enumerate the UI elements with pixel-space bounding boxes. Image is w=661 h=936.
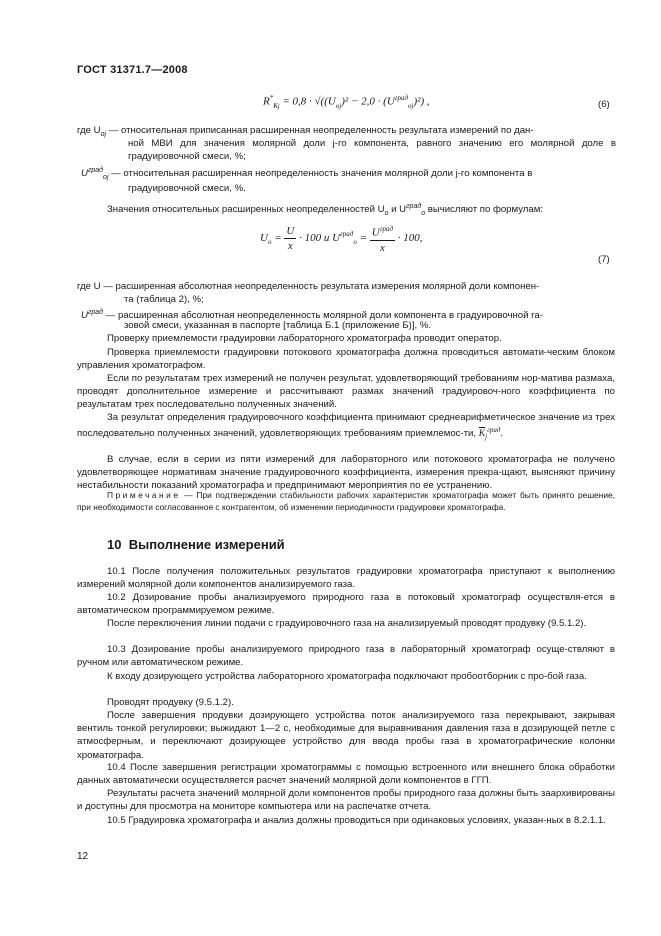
- equation-7-number: (7): [598, 254, 610, 265]
- document-header: ГОСТ 31371.7—2008: [77, 64, 188, 76]
- fraction-2: $U^{град}$ x: [370, 222, 395, 255]
- equation-7: $U_o$ = $\frac{U}{x}$ · 100 и $U^{град}_o$ = $U^{град}$ x · 100,: [260, 222, 423, 255]
- paragraph: 10.5 Градуировка хроматографа и анализ должны проводиться при одинаковых условиях, указан-ных в 8.2.1.1.: [107, 815, 606, 826]
- paragraph: Если по результатам трех измерений не получен результат, удовлетворяющий требованиям нор-матива размаха, проводят дополнительное измерение и рассчитывают размах значений градуировоч-ного коэффициента по результатам трех последовательно полученных значений.: [77, 373, 615, 411]
- where-block-1-def2: $U^{град}_{oj}$ — относительная расширенная неопределенность значения молярной доли j-го компонента в: [81, 167, 533, 182]
- section-heading: 10 Выполнение измерений: [107, 537, 285, 552]
- paragraph: Проверка приемлемости градуировки потокового хроматографа должна проводиться автомати-ческим блоком управления хроматографом.: [77, 347, 615, 372]
- where-block-1-cont: ной МВИ для значения молярной доли j-го компонента, равного значению его молярной доле в градуировочной смеси, %;: [128, 138, 616, 163]
- paragraph: Проверку приемлемости градуировки лабораторного хроматографа проводит оператор.: [107, 333, 502, 344]
- where-block-1: где $U_{oj}$ — относительная приписанная расширенная неопределенность результата измерений по дан-: [77, 125, 534, 138]
- paragraph: После переключения линии подачи с градуировочного газа на анализируемый проводят продувку (9.5.1.2).: [107, 618, 587, 629]
- paragraph: В случае, если в серии из пяти измерений для лабораторного или потокового хроматографа не получено удовлетворяющее нормативам значение градуировочного коэффициента, измерения прекра-щают, выясняют причину нестабильности показаний хроматографа и предпринимают мероприятия по ее устранению.: [77, 454, 615, 492]
- paragraph-kj: За результат определения градуировочного коэффициента принимают среднеарифметическое значение из трех последовательно полученных значений, удовлетворяющих требованиям приемлемос-ти, $\overline{K}_j^{град}$.: [77, 412, 615, 442]
- where-block-2-cont: та (таблица 2), %;: [124, 294, 204, 305]
- paragraph: 10.1 После получения положительных результатов градуировки хроматографа приступают к выполнению измерений молярной доли компонентов анализируемого газа.: [77, 566, 615, 591]
- where-block-2-def2-cont: зовой смеси, указанная в паспорте [таблица Б.1 (приложение Б)], %.: [124, 320, 432, 331]
- where-block-1-def2-cont: градуировочной смеси, %.: [128, 183, 246, 194]
- equation-6: $R^*_{Kj} = 0,8 \cdot √((U_{oj})^2 - 2,0 \cdot (U^{град}_{oj})^2)$ ,: [263, 94, 430, 110]
- where-block-2: где U — расширенная абсолютная неопределенность результата измерения молярной доли компонен-: [77, 281, 540, 292]
- paragraph: 10.3 Дозирование пробы анализируемого природного газа в лабораторный хроматограф осуще-ствляют в ручном или автоматическом режиме.: [77, 644, 615, 669]
- paragraph: К входу дозирующего устройства лабораторного хроматографа подключают пробоотборник с про-бой газа.: [107, 671, 587, 682]
- paragraph: 10.2 Дозирование пробы анализируемого природного газа в потоковый хроматограф осуществля-ется в автоматическом программируемом режиме.: [77, 592, 615, 617]
- paragraph: 10.4 После завершения регистрации хроматограммы с помощью встроенного или внешнего блока обработки данных автоматически осуществляется расчет значений молярной доли компонентов в ГГП.: [77, 762, 615, 787]
- note: Примечание — При подтверждении стабильности рабочих характеристик хроматографа может быть принято решение, при необходимости согласованное с контрагентом, об изменении периодичности градуировки хроматографа.: [77, 490, 615, 512]
- kj-symbol: $\overline{K}_j^{град}$: [478, 426, 501, 442]
- paragraph: Результаты расчета значений молярной доли компонентов пробы природного газа должны быть заархивированы и доступны для просмотра на мониторе компьютера или на распечатке отчета.: [77, 788, 615, 813]
- paragraph: После завершения продувки дозирующего устройства поток анализируемого газа перекрывают, закрывая вентиль тонкой регулировки; выжидают 1—2 с, необходимые для выравнивания давления газа в дозирующей петле с атмосферным, и переключают дозирующее устройство для ввода пробы газа в хроматографические колонки хроматографа.: [77, 710, 615, 761]
- para-values: Значения относительных расширенных неопределенностей $U_o$ и $U^{град}_o$ вычисляют по формулам:: [107, 203, 544, 218]
- fraction-1: $\frac{U}{x}$: [286, 224, 295, 252]
- where-block-2-def2: $U^{град}$ — расширенная абсолютная неопределенность молярной доли компонента в градуировочной га-: [81, 309, 543, 322]
- equation-6-number: (6): [598, 99, 610, 110]
- page-number: 12: [77, 851, 89, 862]
- paragraph: Проводят продувку (9.5.1.2).: [107, 697, 234, 708]
